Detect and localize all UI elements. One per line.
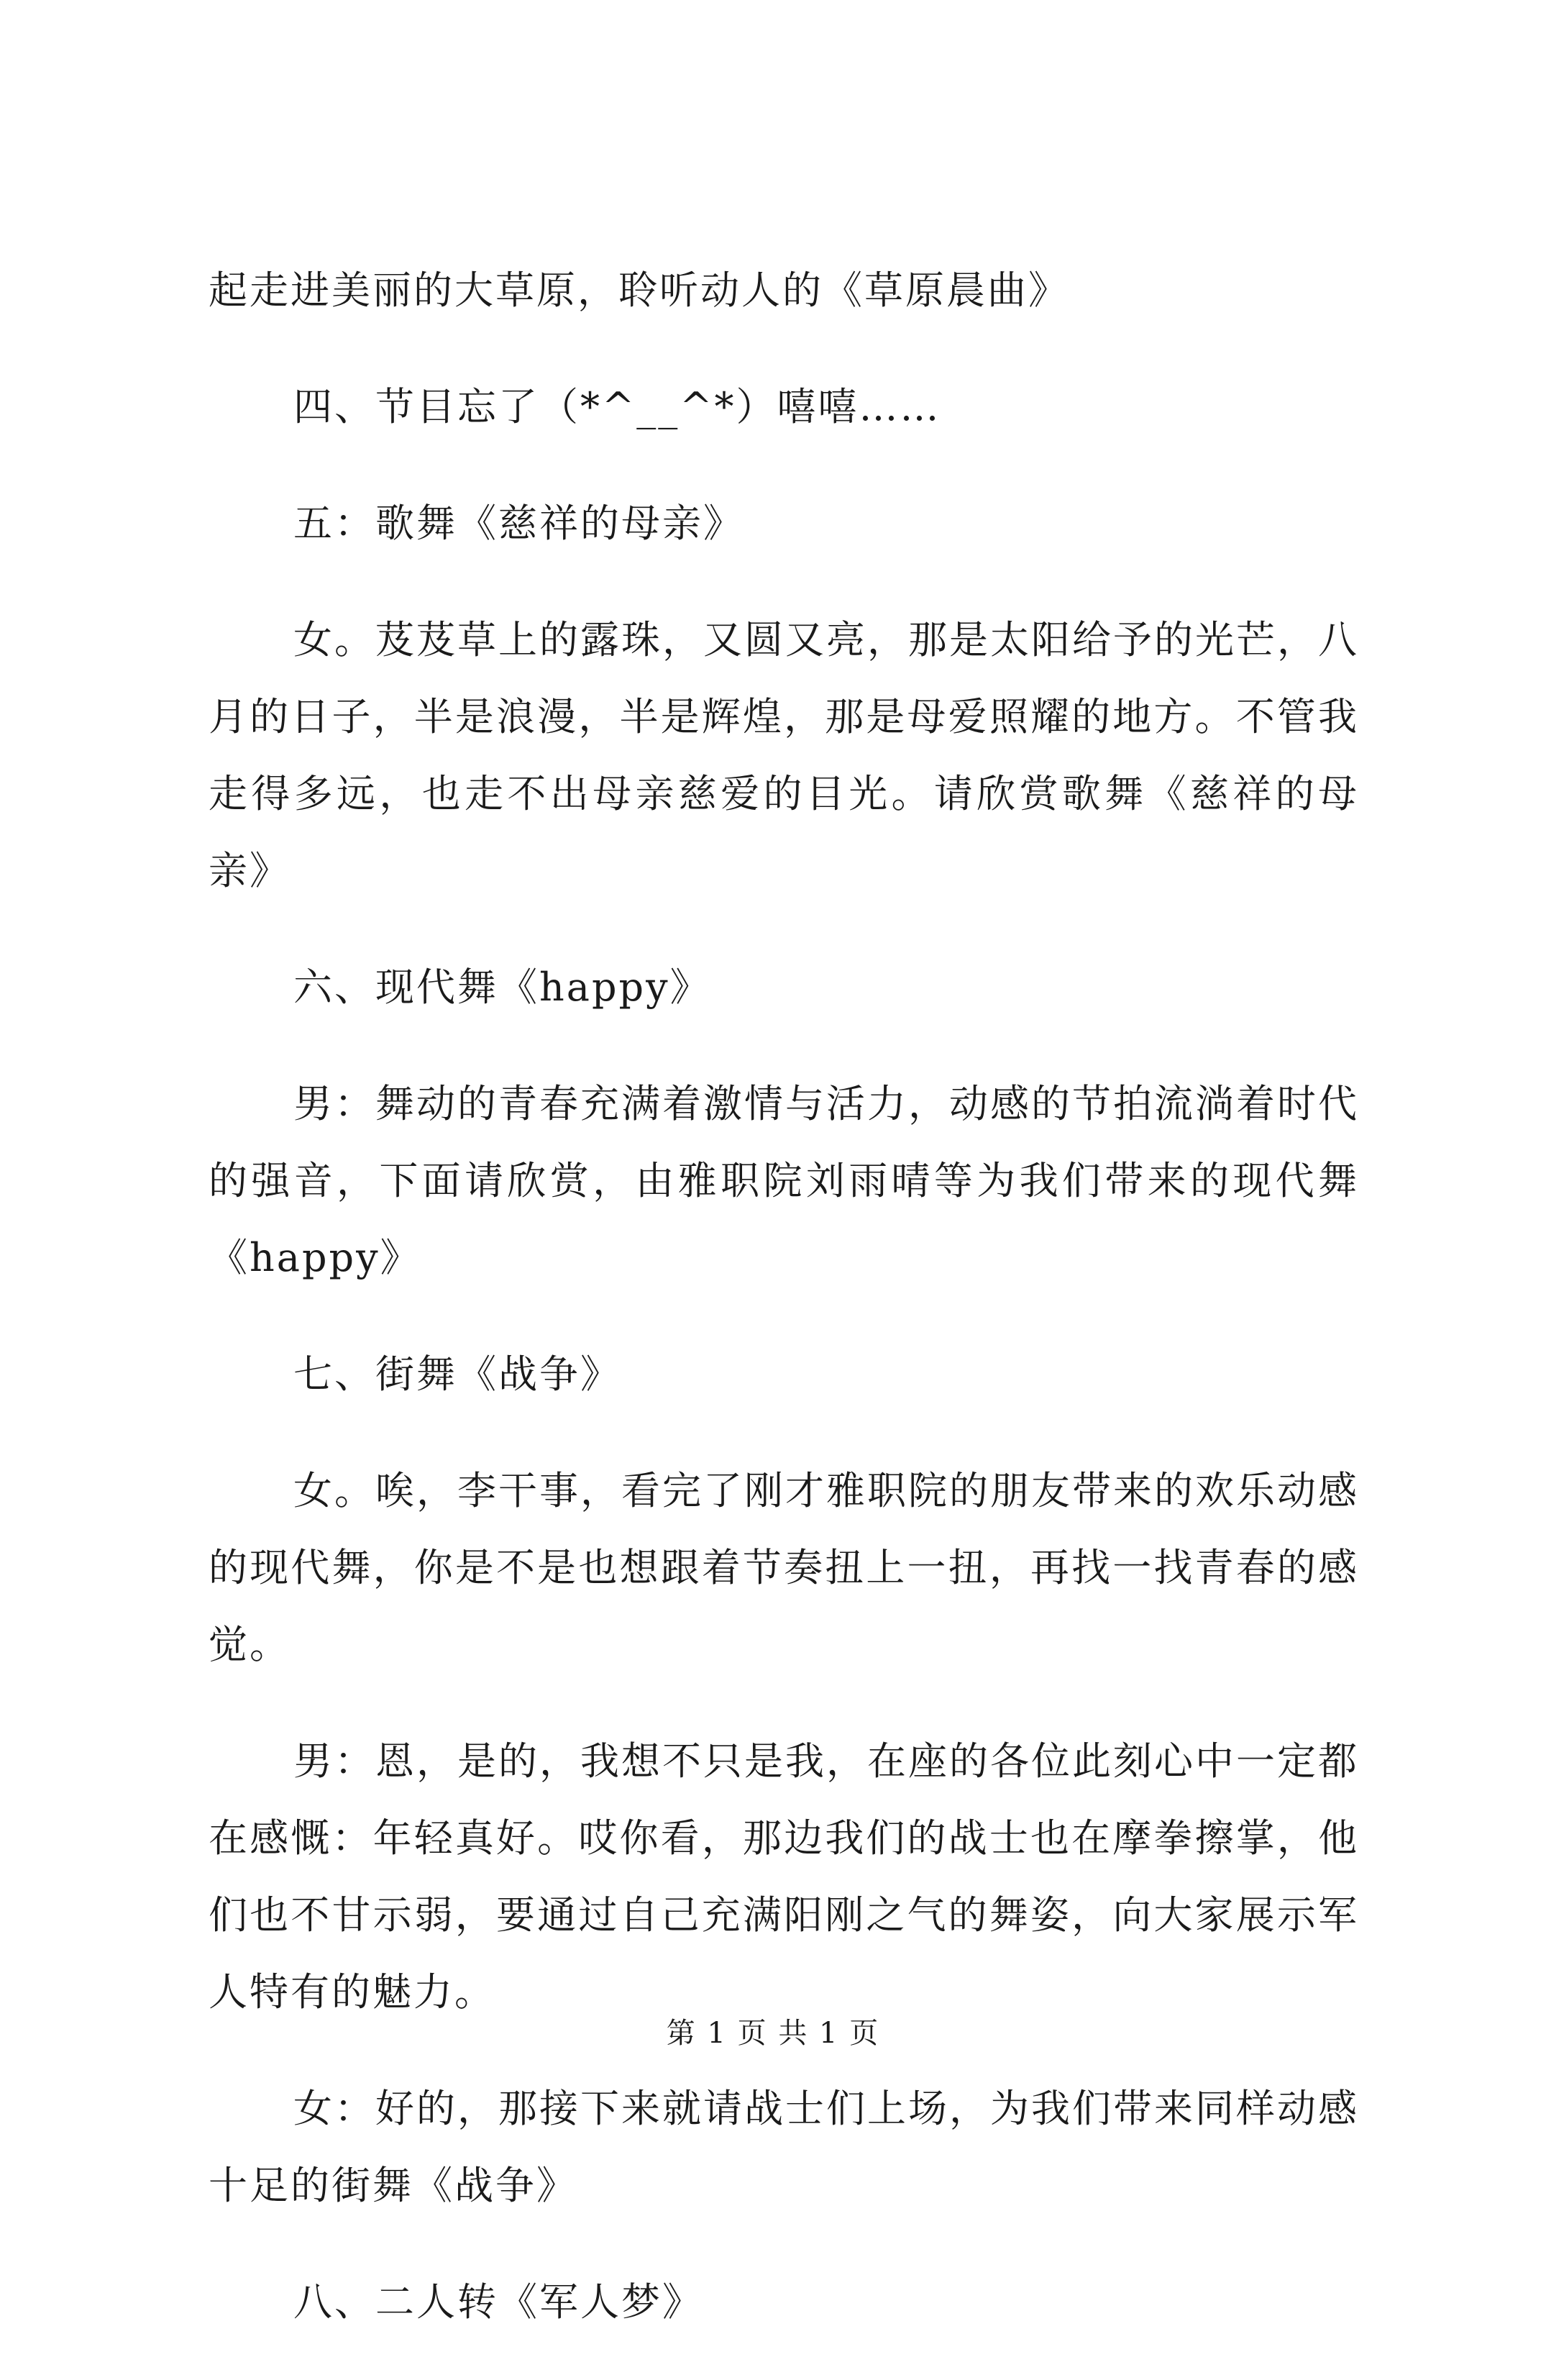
paragraph-male-intro-2: 男：恩，是的，我想不只是我，在座的各位此刻心中一定都在感慨：年轻真好。哎你看，那边我们的战士也在摩拳擦掌，他们也不甘示弱，要通过自己充满阳刚之气的舞姿，向大家展示军人特有的魅力。 [209, 1738, 1359, 2015]
page-number-footer: 第 1 页 共 1 页 [666, 2017, 880, 2050]
paragraph-female-intro-1: 女。芨芨草上的露珠，又圆又亮，那是太阳给予的光芒，八月的日子，半是浪漫，半是辉煌，那是母爱照耀的地方。不管我走得多远，也走不出母亲慈爱的目光。请欣赏歌舞《慈祥的母亲》 [209, 617, 1359, 893]
paragraph-male-intro-1: 男：舞动的青春充满着激情与活力，动感的节拍流淌着时代的强音，下面请欣赏，由雅职院刘雨晴等为我们带来的现代舞《happy》 [209, 1081, 1359, 1280]
paragraph-item-seven: 七、街舞《战争》 [293, 1351, 621, 1397]
document-body [209, 252, 1359, 2380]
paragraph-item-four: 四、节目忘了（*^__^*）嘻嘻…… [293, 384, 941, 429]
paragraph-item-eight: 八、二人转《军人梦》 [293, 2279, 703, 2325]
paragraph-item-six: 六、现代舞《happy》 [293, 965, 711, 1010]
paragraph-continuation: 起走进美丽的大草原，聆听动人的《草原晨曲》 [209, 268, 1069, 313]
paragraph-female-intro-3: 女：好的，那接下来就请战士们上场，为我们带来同样动感十足的街舞《战争》 [209, 2086, 1359, 2208]
paragraph-item-five: 五：歌舞《慈祥的母亲》 [293, 501, 744, 546]
paragraph-female-intro-2: 女。唉，李干事，看完了刚才雅职院的朋友带来的欢乐动感的现代舞，你是不是也想跟着节奏扭上一扭，再找一找青春的感觉。 [209, 1468, 1359, 1667]
